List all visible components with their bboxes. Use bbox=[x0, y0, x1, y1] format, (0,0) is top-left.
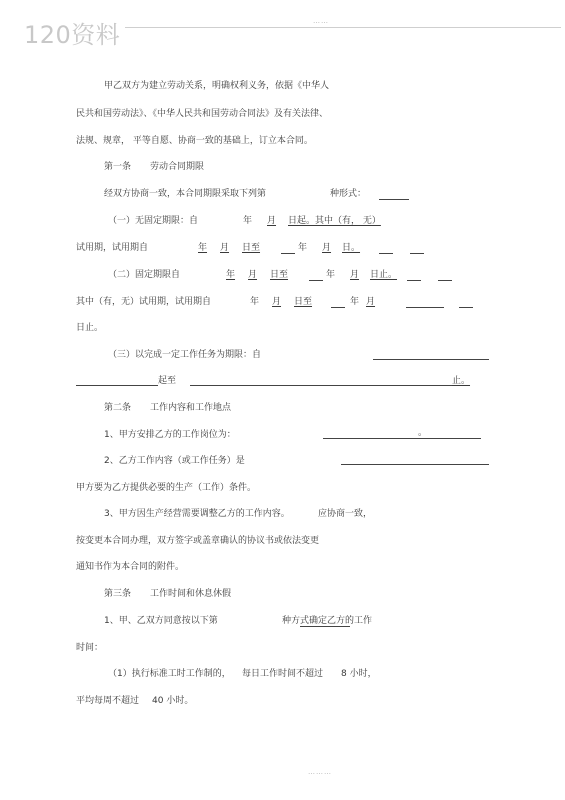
text-line-2: 民共和国劳动法》、《中华人民共和国劳动合同法》及有关法律、 bbox=[76, 109, 329, 119]
probation-1-blank-b[interactable] bbox=[410, 253, 424, 254]
probation-1-day-to: 日至 bbox=[242, 243, 261, 253]
open-term-month: 月 bbox=[267, 216, 277, 226]
text-line-3: 法规、规章， 平等自愿、协商一致的基础上，订立本合同。 bbox=[76, 136, 313, 146]
standard-hours-text: （1）执行标准工时工作制的， bbox=[108, 669, 231, 679]
probation-1-blank-a[interactable] bbox=[379, 253, 393, 254]
article-3-number: 第三条 bbox=[104, 589, 132, 599]
probation-2-month-2: 月 bbox=[366, 297, 376, 307]
fixed-term-year-2: 年 bbox=[326, 270, 336, 280]
probation-2-blank-a[interactable] bbox=[406, 307, 444, 308]
work-time-method-underline bbox=[300, 626, 350, 627]
fixed-term-year-blank[interactable] bbox=[309, 280, 323, 281]
work-time-text: 1、甲、乙双方同意按以下第 bbox=[104, 616, 218, 626]
probation-text-2: 其中（有，无）试用期，试用期自 bbox=[76, 297, 212, 307]
header-dots: …… bbox=[313, 17, 329, 25]
text-line-1: 甲乙双方为建立劳动关系，明确权利义务，依据《中华人 bbox=[104, 81, 330, 91]
probation-2-year-blank[interactable] bbox=[331, 307, 345, 308]
daily-hours-value: 8 小时， bbox=[341, 669, 377, 679]
probation-1-month: 月 bbox=[220, 243, 230, 253]
fixed-term-blank-a[interactable] bbox=[407, 280, 421, 281]
daily-hours-text: 每日工作时间不超过 bbox=[242, 669, 324, 679]
amend-contract-text: 按变更本合同办理，双方签字或盖章确认的协议书或依法变更 bbox=[76, 536, 320, 546]
job-content-blank[interactable] bbox=[341, 464, 489, 465]
annex-text: 通知书作为本合同的附件。 bbox=[76, 562, 185, 572]
job-position-period: 。 bbox=[418, 428, 428, 438]
article-3-title: 工作时间和休息休假 bbox=[150, 589, 232, 599]
probation-1-year-blank[interactable] bbox=[281, 253, 295, 254]
weekly-hours-text: 平均每周不超过 bbox=[76, 696, 140, 706]
fixed-term-year: 年 bbox=[226, 270, 236, 280]
article-1-title: 劳动合同期限 bbox=[150, 162, 205, 172]
fixed-term-label: （二）固定期限自 bbox=[108, 270, 181, 280]
probation-2-blank-b[interactable] bbox=[459, 307, 473, 308]
probation-2-year: 年 bbox=[250, 297, 260, 307]
probation-2-month: 月 bbox=[272, 297, 282, 307]
task-term-end: 止。 bbox=[452, 376, 471, 386]
job-content-text: 2、乙方工作内容（或工作任务）是 bbox=[104, 456, 245, 466]
work-conditions-text: 甲方要为乙方提供必要的生产（工作）条件。 bbox=[76, 483, 257, 493]
weekly-hours-value: 40 小时。 bbox=[152, 696, 194, 706]
task-term-start-blank[interactable] bbox=[373, 359, 489, 360]
work-time-method: 种方式确定乙方的工作 bbox=[282, 616, 373, 626]
article-1-number: 第一条 bbox=[104, 162, 132, 172]
probation-1-day-2: 日。 bbox=[342, 243, 361, 253]
job-position-blank[interactable] bbox=[323, 438, 481, 439]
open-term-year: 年 bbox=[243, 216, 253, 226]
footer-dots: ……… bbox=[308, 768, 332, 776]
open-term-label: （一）无固定期限：自 bbox=[108, 216, 199, 226]
probation-text-1: 试用期，试用期自 bbox=[76, 243, 149, 253]
probation-2-day-to: 日至 bbox=[294, 297, 313, 307]
task-term-label: （三）以完成一定工作任务为期限：自 bbox=[108, 350, 262, 360]
article-2-number: 第二条 bbox=[104, 403, 132, 413]
fixed-term-day-to: 日至 bbox=[270, 270, 289, 280]
probation-2-year-2: 年 bbox=[350, 297, 360, 307]
probation-2-end: 日止。 bbox=[76, 323, 104, 333]
term-form-text: 经双方协商一致，本合同期限采取下列第 bbox=[104, 189, 267, 199]
open-term-day: 日起。其中（有， 无） bbox=[288, 216, 381, 226]
fixed-term-month-2: 月 bbox=[350, 270, 360, 280]
term-form-blank[interactable] bbox=[379, 199, 409, 200]
fixed-term-month: 月 bbox=[248, 270, 258, 280]
term-form-label: 种形式： bbox=[330, 189, 367, 199]
probation-1-year-2: 年 bbox=[298, 243, 308, 253]
header-rule bbox=[125, 27, 561, 28]
watermark-logo: 120资料 bbox=[24, 21, 121, 49]
task-term-until: 起至 bbox=[158, 376, 177, 386]
fixed-term-day-end: 日止。 bbox=[370, 270, 398, 280]
probation-1-year: 年 bbox=[198, 243, 208, 253]
task-term-start-blank-2[interactable] bbox=[76, 385, 158, 386]
work-time-label: 时间： bbox=[76, 643, 104, 653]
probation-1-month-2: 月 bbox=[322, 243, 332, 253]
job-position-text: 1、甲方安排乙方的工作岗位为： bbox=[104, 430, 236, 440]
task-term-end-blank[interactable] bbox=[190, 385, 452, 386]
adjust-content-text: 3、甲方因生产经营需要调整乙方的工作内容。 bbox=[104, 509, 290, 519]
adjust-consult-text: 应协商一致， bbox=[318, 509, 373, 519]
article-2-title: 工作内容和工作地点 bbox=[150, 403, 232, 413]
fixed-term-blank-b[interactable] bbox=[438, 280, 452, 281]
